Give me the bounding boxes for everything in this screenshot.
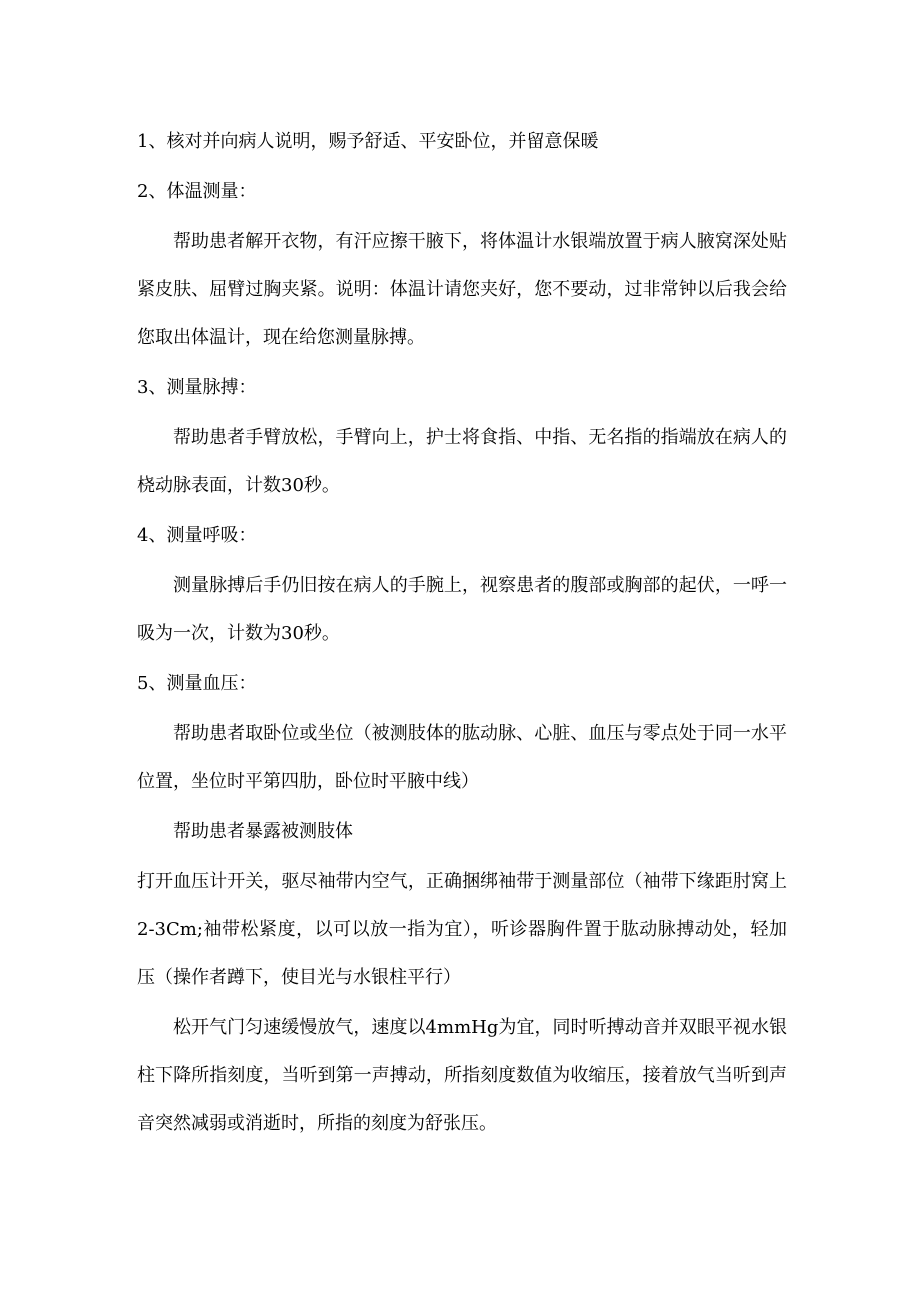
item-5-heading: 5、测量血压：: [137, 673, 257, 694]
item-5-paragraph-1: 帮助患者取卧位或坐位（被测肢体的肱动脉、心脏、血压与零点处于同一水平位置，坐位时平第四肋，卧位时平腋中线）: [137, 723, 787, 792]
item-4-paragraph: 测量脉搏后手仍旧按在病人的手腕上，视察患者的腹部或胸部的起伏，一呼一吸为一次，计数为30秒。: [137, 575, 787, 644]
item-5-paragraph-2: 帮助患者暴露被测肢体: [173, 821, 353, 842]
item-5-paragraph-3: 打开血压计开关，驱尽袖带内空气，正确捆绑袖带于测量部位（袖带下缘距肘窝上2-3Cm;袖带松紧度，以可以放一指为宜），听诊器胸件置于肱动脉搏动处，轻加压（操作者蹲下，使目光与水银柱平行）: [137, 871, 787, 988]
item-2-heading: 2、体温测量：: [137, 181, 257, 202]
item-3-heading: 3、测量脉搏：: [137, 377, 257, 398]
document-body: [137, 127, 787, 1159]
item-4-heading: 4、测量呼吸：: [137, 525, 257, 546]
item-5-paragraph-4: 松开气门匀速缓慢放气，速度以4mmHg为宜，同时听搏动音并双眼平视水银柱下降所指刻度，当听到第一声搏动，所指刻度数值为收缩压，接着放气当听到声音突然减弱或消逝时，所指的刻度为舒张压。: [137, 1017, 787, 1134]
item-1-heading: 1、核对并向病人说明，赐予舒适、平安卧位，并留意保暖: [137, 131, 599, 152]
item-2-paragraph: 帮助患者解开衣物，有汗应擦干腋下，将体温计水银端放置于病人腋窝深处贴紧皮肤、屈臂过胸夹紧。说明：体温计请您夹好，您不要动，过非常钟以后我会给您取出体温计，现在给您测量脉搏。: [137, 231, 787, 348]
item-3-paragraph: 帮助患者手臂放松，手臂向上，护士将食指、中指、无名指的指端放在病人的桡动脉表面，计数30秒。: [137, 427, 787, 496]
